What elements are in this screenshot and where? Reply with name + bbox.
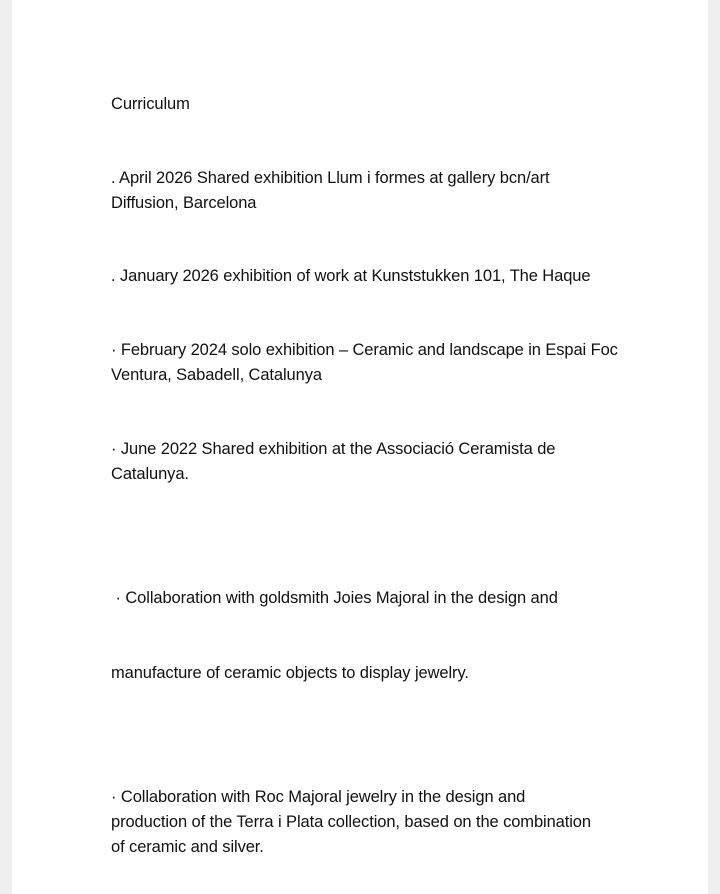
entry-line: · February 2024 solo exhibition – Ceramic and landscape in Espai Foc (111, 341, 618, 359)
entry-line: . January 2026 exhibition of work at Kunststukken 101, The Haque (111, 267, 591, 285)
curriculum-entry (111, 536, 651, 736)
entry-line: . April 2026 Shared exhibition Llum i formes at gallery bcn/art (111, 169, 550, 187)
entry-line: Catalunya. (111, 465, 189, 483)
entry-line: · June 2022 Shared exhibition at the Associació Ceramista de (111, 440, 556, 458)
document-title: Curriculum (111, 95, 190, 113)
entry-line: production of the Terra i Plata collection, based on the combination (111, 813, 591, 831)
entry-line: · Collaboration with Roc Majoral jewelry in the design and (111, 788, 526, 806)
curriculum-entry (111, 785, 651, 860)
document-content (111, 92, 651, 860)
curriculum-list (111, 166, 651, 860)
entry-line: manufacture of ceramic objects to display jewelry. (111, 664, 469, 682)
entry-line: of ceramic and silver. (111, 838, 264, 856)
curriculum-entry (111, 338, 651, 388)
entry-line: Diffusion, Barcelona (111, 194, 257, 212)
document-page (12, 0, 708, 894)
entry-line: Ventura, Sabadell, Catalunya (111, 366, 322, 384)
curriculum-entry (111, 264, 651, 289)
entry-line: · Collaboration with goldsmith Joies Majoral in the design and (111, 589, 558, 607)
curriculum-entry (111, 166, 651, 216)
curriculum-entry (111, 437, 651, 487)
